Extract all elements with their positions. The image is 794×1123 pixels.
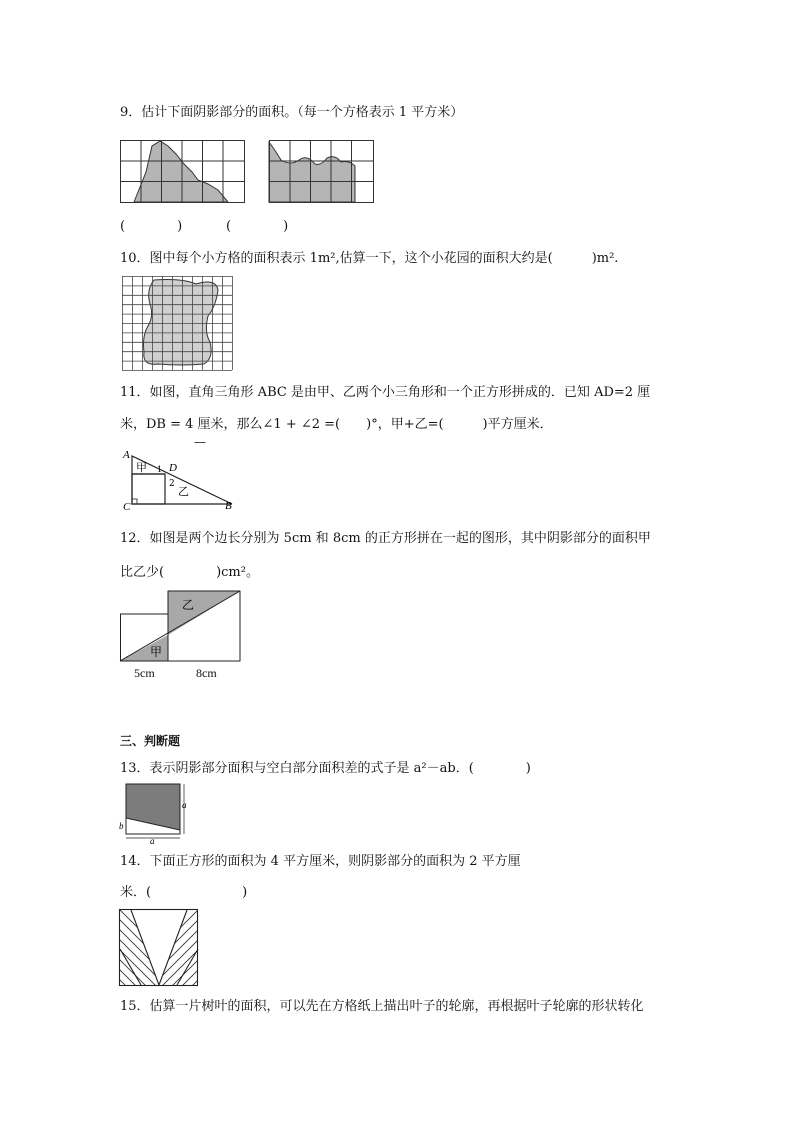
q14-text-line2: 米．( )	[120, 885, 248, 900]
q12-text-line2: 比乙少( )cm²。	[120, 565, 259, 580]
q11-triangle-figure	[120, 448, 240, 513]
q11-label-jia: 甲	[136, 461, 147, 474]
q13-label-a-side: a	[182, 800, 187, 810]
q11-label-d: D	[169, 462, 177, 474]
q11-label-angle1: 1	[157, 465, 163, 474]
q14-square-figure	[119, 909, 199, 989]
q13-label-b: b	[119, 821, 124, 831]
q11-label-b: B	[225, 500, 232, 512]
section-3-title: 三、判断题	[120, 734, 181, 748]
q12-squares-figure	[120, 589, 244, 665]
q15-text: 15．估算一片树叶的面积，可以先在方格纸上描出叶子的轮廓，再根据叶子轮廓的形状转化	[120, 999, 644, 1014]
q12-label-jia: 甲	[150, 645, 163, 659]
q9-answer-blank-2[interactable]: ( )	[226, 219, 289, 234]
q11-label-a: A	[123, 449, 130, 461]
q11-dash: —	[194, 435, 206, 449]
q13-figure	[118, 780, 190, 846]
q10-text: 10．图中每个小方格的面积表示 1m²,估算一下，这个小花园的面积大约是( )m².	[120, 251, 619, 266]
q9-text: 9．估计下面阴影部分的面积。（每一个方格表示 1 平方米）	[120, 105, 464, 120]
q10-garden-grid	[122, 276, 234, 372]
q12-label-yi: 乙	[182, 598, 195, 612]
q11-label-c: C	[123, 501, 131, 513]
q12-label-5cm: 5cm	[134, 666, 155, 680]
q13-text: 13．表示阴影部分面积与空白部分面积差的式子是 a²－ab．( )	[120, 761, 531, 776]
q13-label-a-bottom: a	[150, 836, 155, 846]
q9-figure-left	[120, 140, 246, 204]
q11-text-line1: 11．如图，直角三角形 ABC 是由甲、乙两个小三角形和一个正方形拼成的．已知 AD=2 厘	[120, 385, 651, 400]
q12-label-8cm: 8cm	[196, 666, 217, 680]
q14-text-line1: 14．下面正方形的面积为 4 平方厘米，则阴影部分的面积为 2 平方厘	[120, 854, 521, 869]
q12-text-line1: 12．如图是两个边长分别为 5cm 和 8cm 的正方形拼在一起的图形，其中阴影部分的面积甲	[120, 531, 651, 546]
q11-label-angle2: 2	[169, 479, 175, 489]
q9-answer-blank-1[interactable]: ( )	[120, 219, 183, 234]
q11-text-line2: 米，DB = 4 厘米，那么∠1 + ∠2 =( )°，甲+乙=( )平方厘米．	[120, 417, 553, 432]
q9-figure-right	[269, 140, 375, 204]
q11-label-yi: 乙	[178, 485, 189, 498]
